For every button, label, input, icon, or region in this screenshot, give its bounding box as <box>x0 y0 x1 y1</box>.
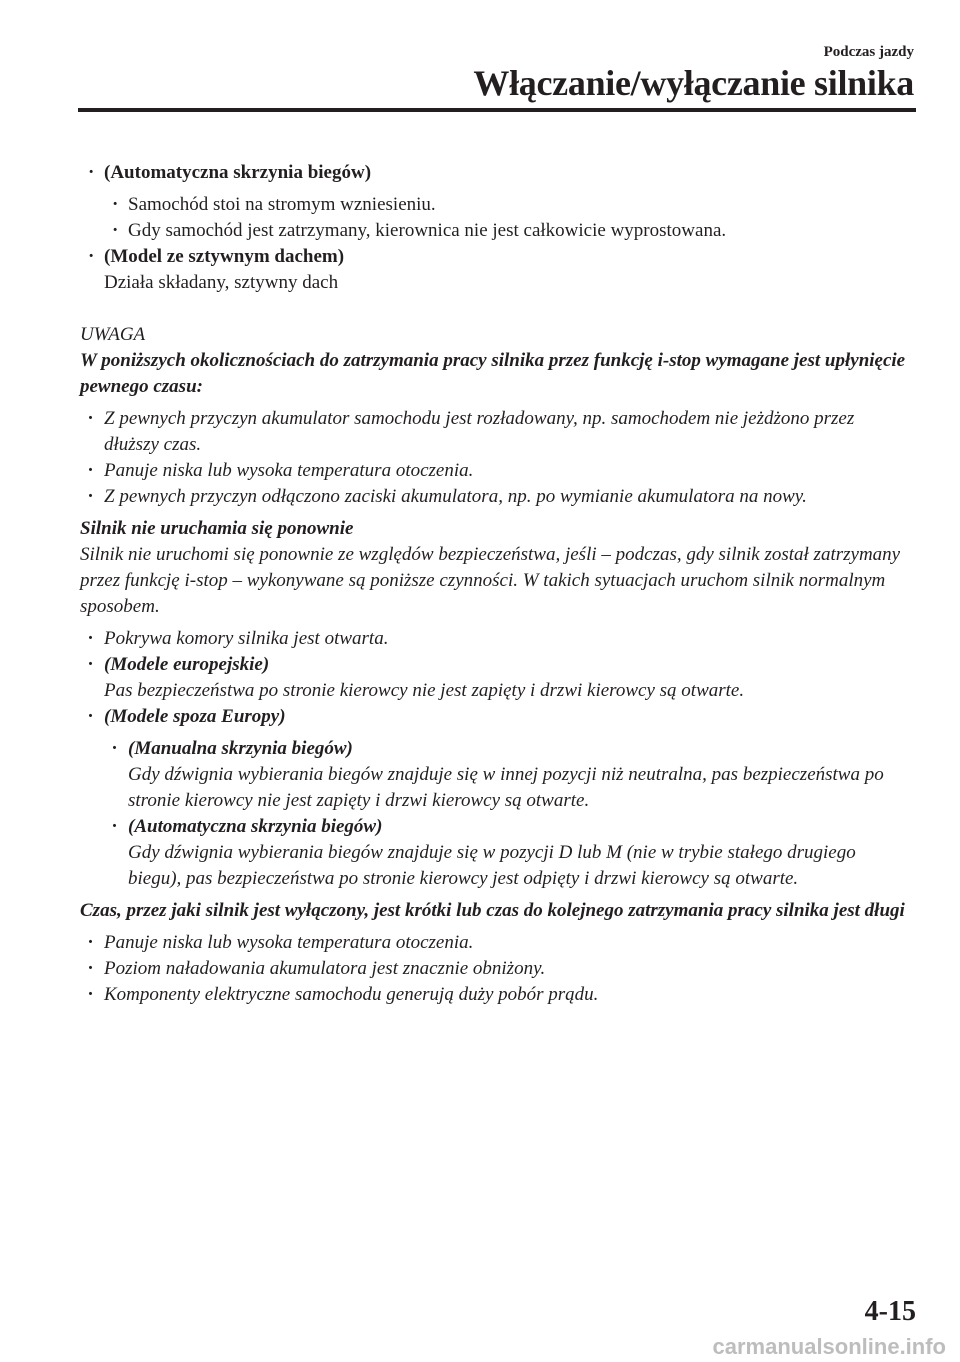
section-label: Podczas jazdy <box>823 44 914 60</box>
restart-heading: Silnik nie uruchamia się ponownie <box>80 518 354 539</box>
restart-text: Silnik nie uruchomi się ponownie ze względów bezpieczeństwa, jeśli – podczas, gdy silnik został zatrzymany przez funkcję i-stop – wykonywane są poniższe czynności. W takich sytuacjach uruchom silnik normalnym sposobem. <box>80 544 901 617</box>
duration-heading: Czas, przez jaki silnik jest wyłączony, jest krótki lub czas do kolejnego zatrzymania pracy silnika jest długi <box>80 900 905 921</box>
header-rule <box>78 108 916 112</box>
at-heading-2: · (Automatyczna skrzynia biegów) <box>104 814 910 840</box>
list-item: · Z pewnych przyczyn akumulator samochodu jest rozładowany, np. samochodem nie jeżdżono przez dłuższy czas. <box>80 406 910 458</box>
list-item: · Panuje niska lub wysoka temperatura otoczenia. <box>80 930 910 956</box>
watermark: carmanualsonline.info <box>712 1334 946 1359</box>
hardtop-heading: · (Model ze sztywnym dachem) <box>80 244 910 270</box>
list-item: · Pokrywa komory silnika jest otwarta. <box>80 626 910 652</box>
chapter-title: Włączanie/wyłączanie silnika <box>473 63 914 103</box>
list-item: · Samochód stoi na stromym wzniesieniu. <box>104 192 910 218</box>
note-label: UWAGA <box>80 324 146 345</box>
page-number: 4-15 <box>864 1296 916 1327</box>
mt-text: Gdy dźwignia wybierania biegów znajduje się w innej pozycji niż neutralna, pas bezpieczeństwa po stronie kierowcy nie jest zapięty i drzwi kierowcy są otwarte. <box>128 764 884 811</box>
note-intro: W poniższych okolicznościach do zatrzymania pracy silnika przez funkcję i-stop wymagane jest upłynięcie pewnego czasu: <box>80 350 906 397</box>
page-content <box>80 160 910 1008</box>
at-text: Gdy dźwignia wybierania biegów znajduje się w pozycji D lub M (nie w trybie stałego drugiego biegu), pas bezpieczeństwa po stronie kierowcy jest odpięty i drzwi kierowcy są otwarte. <box>128 842 856 889</box>
eu-heading: · (Modele europejskie) <box>80 652 910 678</box>
list-item: · Panuje niska lub wysoka temperatura otoczenia. <box>80 458 910 484</box>
list-item: · Komponenty elektryczne samochodu generują duży pobór prądu. <box>80 982 910 1008</box>
hardtop-text: Działa składany, sztywny dach <box>104 272 339 293</box>
at-heading: · (Automatyczna skrzynia biegów) <box>80 160 910 186</box>
list-item: · Poziom naładowania akumulatora jest znacznie obniżony. <box>80 956 910 982</box>
list-item: · Gdy samochód jest zatrzymany, kierownica nie jest całkowicie wyprostowana. <box>104 218 910 244</box>
list-item: · Z pewnych przyczyn odłączono zaciski akumulatora, np. po wymianie akumulatora na nowy. <box>80 484 910 510</box>
eu-text: Pas bezpieczeństwa po stronie kierowcy nie jest zapięty i drzwi kierowcy są otwarte. <box>104 680 745 701</box>
mt-heading: · (Manualna skrzynia biegów) <box>104 736 910 762</box>
page-header <box>0 0 960 112</box>
non-eu-heading: · (Modele spoza Europy) <box>80 704 910 730</box>
